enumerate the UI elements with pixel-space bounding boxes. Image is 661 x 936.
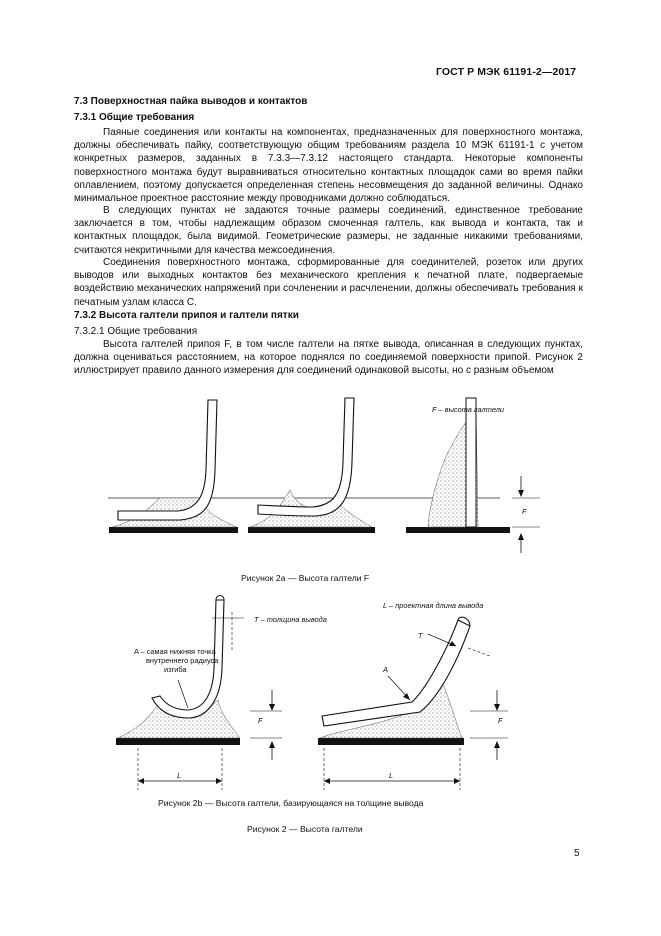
fig2b-thickness-label: T – толщина вывода (254, 615, 327, 624)
fig2a-legend: F – высота галтели (432, 405, 504, 414)
figure-2-caption: Рисунок 2 — Высота галтели (247, 824, 363, 834)
fig2a-caption: Рисунок 2а — Высота галтели F (241, 573, 370, 583)
fig2b-point-a-line1: A – самая нижняя точка (134, 647, 216, 656)
fig2b-label-f-right: F (498, 716, 503, 725)
fig2b-label-a: A (383, 665, 388, 674)
fig2b-label-l-left: L (177, 771, 182, 780)
paragraph-4: Высота галтелей припоя F, в том числе галтели на пятке вывода, описанная в следующих пунктах, должна оцениваться расстоянием, на которое поднялся по соединяемой поверхности припой. Рисунок 2 иллюстрирует правило данного измерения для соединений одинаковой высоты, но с разным объемом (74, 339, 583, 377)
document-header: ГОСТ Р МЭК 61191-2—2017 (436, 66, 577, 78)
section-heading-7-3-2: 7.3.2 Высота галтели припоя и галтели пятки (74, 310, 299, 321)
paragraph-2: В следующих пунктах не задаются точные размеры соединений, единственное требование заключается в том, чтобы надлежащим образом смоченная галтель, как вывода и контакта, так и контактных площадок, была видимой. Геометрические размеры, не заданные никакими требованиями, считаются некритичными для качества межсоединения. (74, 205, 583, 256)
fig2b-label-t: T (418, 631, 423, 640)
section-heading-7-3: 7.3 Поверхностная пайка выводов и контактов (74, 96, 308, 107)
pcb-pad-left (116, 738, 240, 745)
fig2b-point-a-line3: изгиба (164, 665, 187, 674)
fig2b-caption: Рисунок 2b — Высота галтели, базирующаяся на толщине вывода (158, 798, 424, 808)
page-number: 5 (574, 848, 580, 859)
solder-fillet-left (118, 700, 240, 738)
fig2b-label-l-right: L (389, 771, 394, 780)
fig2b-point-a-line2: внутреннего радиуса (146, 656, 219, 665)
section-heading-7-3-1: 7.3.1 Общие требования (74, 112, 195, 123)
pcb-pad-right (318, 738, 464, 745)
section-heading-7-3-2-1: 7.3.2.1 Общие требования (74, 326, 198, 337)
fig2b-length-label: L – проектная длина вывода (383, 601, 484, 610)
fig2a-dim-label: F (522, 507, 527, 516)
fig2b-label-f-left: F (258, 716, 263, 725)
paragraph-1: Паяные соединения или контакты на компонентах, предназначенных для поверхностного монтажа, должны обеспечивать пайку, соответствующую общим требованиям раздела 10 МЭК 61191-1 с учетом конкретных размеров, заданных в 7.3.3—7.3.12 настоящего стандарта. Некоторые компоненты поверхностного монтажа будут выравниваться относительно контактных площадок сами во время пайки оплавлением, поэтому допускается определенная степень несовмещения до заданной величины. Однако минимальное проектное расстояние между проводниками должно соблюдаться. (74, 127, 583, 205)
paragraph-3: Соединения поверхностного монтажа, сформированные для соединителей, розеток или других выводов или выходных контактов без механического крепления к печатной плате, подвергаемые воздействию механических напряжений при сочленении и расчленении, должны обеспечивать требования к печатным узлам класса С. (74, 257, 583, 308)
